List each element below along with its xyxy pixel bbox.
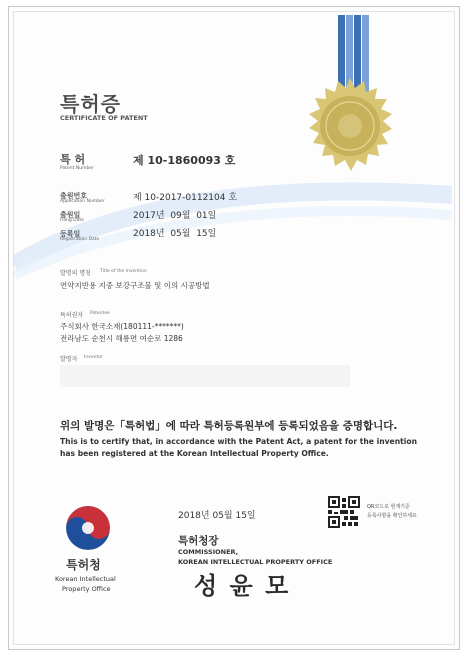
certification-statement-en-line2: has been registered at the Korean Intellectual Property Office. bbox=[60, 449, 329, 458]
filing-date-label: 출원일 bbox=[60, 211, 81, 219]
qr-code-icon[interactable] bbox=[328, 496, 360, 528]
inventor-redacted-box bbox=[60, 365, 350, 387]
patent-number-label: 특 허 bbox=[60, 153, 86, 166]
patent-number-value: 제 10-1860093 호 bbox=[133, 154, 236, 167]
kipo-logo-text-en2: Property Office bbox=[62, 585, 111, 593]
registration-date-label: 등록일 bbox=[60, 230, 81, 238]
certificate-title-en: CERTIFICATE OF PATENT bbox=[60, 114, 148, 122]
filing-date-value: 2017년 09월 01일 bbox=[133, 211, 217, 221]
certificate-title: 특허증 bbox=[60, 92, 121, 116]
application-number-label-en: Application Number bbox=[60, 199, 105, 204]
gold-seal-icon bbox=[300, 76, 400, 176]
invention-title-label: 발명의 명칭 bbox=[60, 270, 91, 277]
qr-note-line1: QR코드로 현재기준 bbox=[367, 504, 410, 510]
qr-note-line2: 등록사항을 확인하세요 bbox=[367, 513, 417, 519]
certification-statement-en-line1: This is to certify that, in accordance with the Patent Act, a patent for the invention bbox=[60, 437, 417, 446]
patentee-name: 주식회사 한국소재(180111-*******) bbox=[60, 322, 184, 331]
inventor-label: 발명자 bbox=[60, 356, 78, 363]
registration-date-label-en: Registration Date bbox=[60, 237, 100, 242]
registration-date-value: 2018년 05월 15일 bbox=[133, 229, 217, 239]
filing-date-label-en: Filing Date bbox=[60, 218, 84, 223]
patentee-label: 특허권자 bbox=[60, 312, 84, 319]
application-number-label: 출원번호 bbox=[60, 192, 88, 200]
kipo-logo-icon bbox=[66, 506, 110, 550]
commissioner-title-en2: KOREAN INTELLECTUAL PROPERTY OFFICE bbox=[178, 558, 333, 566]
application-number-value: 제 10-2017-0112104 호 bbox=[133, 193, 238, 203]
kipo-logo-text: 특허청 bbox=[66, 558, 101, 572]
invention-title-value: 연약지반용 지중 보강구조물 및 이의 시공방법 bbox=[60, 281, 210, 290]
commissioner-title-en1: COMMISSIONER, bbox=[178, 548, 239, 556]
invention-title-label-en: Title of the Invention bbox=[100, 269, 147, 274]
issue-date: 2018년 05월 15일 bbox=[178, 511, 256, 521]
patentee-label-en: Patentee bbox=[90, 311, 110, 316]
patentee-address: 전라남도 순천시 해룡면 여순로 1286 bbox=[60, 334, 183, 343]
patent-number-label-en: Patent Number bbox=[60, 166, 94, 171]
kipo-logo-text-en1: Korean Intellectual bbox=[55, 575, 116, 583]
commissioner-title: 특허청장 bbox=[178, 535, 219, 547]
commissioner-signature: 성 윤 모 bbox=[194, 571, 291, 600]
certification-statement-ko: 위의 발명은「특허법」에 따라 특허등록원부에 등록되었음을 증명합니다. bbox=[60, 420, 398, 432]
inventor-label-en: Inventor bbox=[84, 355, 103, 360]
background-swoosh bbox=[14, 170, 452, 280]
